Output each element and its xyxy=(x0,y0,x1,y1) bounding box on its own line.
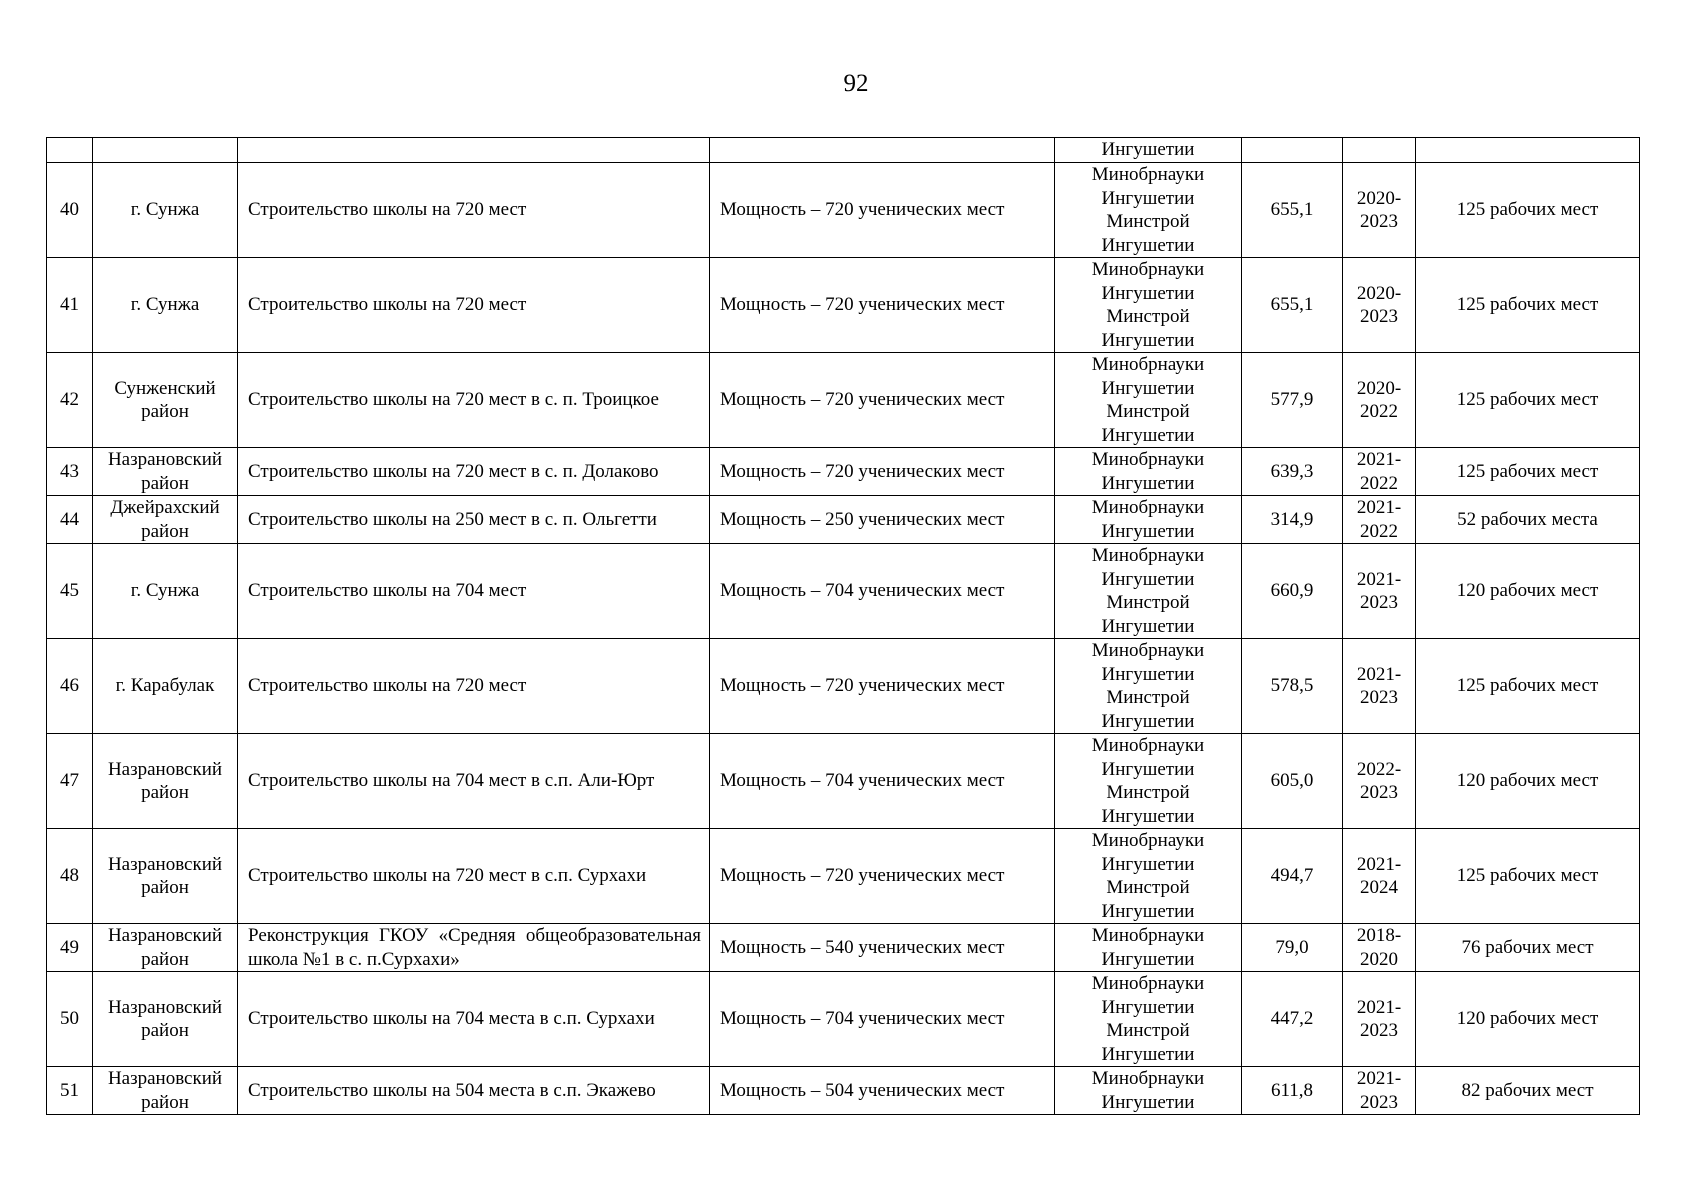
executor-line: Ингушетии xyxy=(1101,710,1195,732)
executor-line: Ингушетии xyxy=(1101,615,1195,637)
executor-line: Ингушетии xyxy=(1101,520,1195,542)
executor-line: Минобрнауки xyxy=(1091,830,1205,851)
location-line: Назрановский xyxy=(107,1068,223,1089)
location-line: район xyxy=(141,472,189,494)
executor-line: Минстрой xyxy=(1106,877,1190,898)
executor-line: Ингушетии xyxy=(1101,377,1195,399)
executor-cell xyxy=(1055,544,1242,639)
jobs-effect: 120 рабочих мест xyxy=(1416,972,1640,1067)
executor-line: Минстрой xyxy=(1106,1020,1190,1041)
period-line: 2023 xyxy=(1360,592,1398,613)
period-cell xyxy=(1343,258,1416,353)
period-cell xyxy=(1343,972,1416,1067)
table-row xyxy=(47,544,1640,639)
executor-line: Ингушетии xyxy=(1101,234,1195,256)
row-number: 41 xyxy=(47,258,93,353)
executor-line: Ингушетии xyxy=(1101,568,1195,590)
location-cell xyxy=(93,544,238,639)
location-line: Джейрахский xyxy=(110,497,220,518)
period-line: 2021- xyxy=(1356,568,1402,590)
project-name: Строительство школы на 704 места в с.п. Сурхахи xyxy=(238,972,710,1067)
executor-line: Минстрой xyxy=(1106,592,1190,613)
period-line: 2020- xyxy=(1356,377,1402,399)
jobs-effect: 76 рабочих мест xyxy=(1416,924,1640,972)
executor-line: Минстрой xyxy=(1106,687,1190,708)
capacity-cell: Мощность – 704 ученических мест xyxy=(710,734,1055,829)
executor-line: Минобрнауки xyxy=(1091,973,1205,994)
projects-table xyxy=(46,137,1640,1115)
location-line: Сунженский xyxy=(114,377,216,399)
period-line: 2021- xyxy=(1356,996,1402,1018)
funding-value: 447,2 xyxy=(1242,972,1343,1067)
executor-line: Ингушетии xyxy=(1101,282,1195,304)
executor-line: Ингушетии xyxy=(1101,853,1195,875)
location-line: район xyxy=(141,401,189,422)
executor-cell xyxy=(1055,1067,1242,1115)
location-line: Назрановский xyxy=(107,996,223,1018)
executor-line: Ингушетии xyxy=(1101,139,1195,161)
location-line: Назрановский xyxy=(107,449,223,470)
location-line: Назрановский xyxy=(107,758,223,780)
table-row xyxy=(47,972,1640,1067)
row-number: 48 xyxy=(47,829,93,924)
period-line: 2018- xyxy=(1356,925,1402,946)
location-cell xyxy=(93,1067,238,1115)
row-number: 50 xyxy=(47,972,93,1067)
period-line: 2020 xyxy=(1360,948,1398,970)
period-line: 2021- xyxy=(1356,497,1402,518)
location-line: район xyxy=(141,520,189,542)
empty-cell xyxy=(47,138,93,163)
empty-cell xyxy=(238,138,710,163)
executor-line: Ингушетии xyxy=(1101,996,1195,1018)
period-cell xyxy=(1343,163,1416,258)
location-line: район xyxy=(141,877,189,898)
executor-line: Ингушетии xyxy=(1101,805,1195,827)
project-name: Строительство школы на 704 мест xyxy=(238,544,710,639)
location-line: г. Сунжа xyxy=(130,580,200,602)
period-cell xyxy=(1343,1067,1416,1115)
row-number: 49 xyxy=(47,924,93,972)
executor-line: Ингушетии xyxy=(1101,663,1195,685)
location-cell xyxy=(93,258,238,353)
executor-line: Ингушетии xyxy=(1101,472,1195,494)
table-row xyxy=(47,496,1640,544)
row-number: 45 xyxy=(47,544,93,639)
funding-value: 639,3 xyxy=(1242,448,1343,496)
period-cell xyxy=(1343,448,1416,496)
project-name: Строительство школы на 720 мест xyxy=(238,163,710,258)
empty-cell xyxy=(93,138,238,163)
location-cell xyxy=(93,353,238,448)
project-name: Строительство школы на 720 мест в с. п. Троицкое xyxy=(238,353,710,448)
capacity-cell: Мощность – 720 ученических мест xyxy=(710,448,1055,496)
table-row xyxy=(47,829,1640,924)
executor-line: Минстрой xyxy=(1106,782,1190,803)
jobs-effect: 120 рабочих мест xyxy=(1416,734,1640,829)
period-cell xyxy=(1343,544,1416,639)
executor-line: Минобрнауки xyxy=(1091,925,1205,946)
row-number: 40 xyxy=(47,163,93,258)
period-line: 2022 xyxy=(1360,401,1398,422)
table-row xyxy=(47,924,1640,972)
executor-cell xyxy=(1055,829,1242,924)
period-cell xyxy=(1343,829,1416,924)
period-cell xyxy=(1343,734,1416,829)
funding-value: 655,1 xyxy=(1242,163,1343,258)
funding-value: 605,0 xyxy=(1242,734,1343,829)
executor-cell xyxy=(1055,258,1242,353)
row-number: 46 xyxy=(47,639,93,734)
period-line: 2021- xyxy=(1356,1068,1402,1089)
period-cell xyxy=(1343,496,1416,544)
period-line: 2021- xyxy=(1356,449,1402,470)
executor-cell xyxy=(1055,353,1242,448)
location-line: район xyxy=(141,1020,189,1041)
executor-cell xyxy=(1055,138,1242,163)
executor-cell xyxy=(1055,924,1242,972)
executor-cell xyxy=(1055,734,1242,829)
executor-line: Минстрой xyxy=(1106,211,1190,232)
executor-line: Ингушетии xyxy=(1101,900,1195,922)
executor-cell xyxy=(1055,496,1242,544)
executor-line: Ингушетии xyxy=(1101,1043,1195,1065)
location-cell xyxy=(93,448,238,496)
period-line: 2024 xyxy=(1360,877,1398,898)
location-cell xyxy=(93,639,238,734)
location-cell xyxy=(93,734,238,829)
funding-value: 314,9 xyxy=(1242,496,1343,544)
period-line: 2023 xyxy=(1360,211,1398,232)
table-row xyxy=(47,448,1640,496)
period-cell xyxy=(1343,639,1416,734)
period-cell xyxy=(1343,924,1416,972)
location-line: Назрановский xyxy=(107,925,223,946)
jobs-effect: 120 рабочих мест xyxy=(1416,544,1640,639)
location-cell xyxy=(93,972,238,1067)
executor-line: Минстрой xyxy=(1106,401,1190,422)
executor-line: Ингушетии xyxy=(1101,758,1195,780)
page-number: 92 xyxy=(843,70,869,97)
period-line: 2023 xyxy=(1360,1091,1398,1113)
location-cell xyxy=(93,163,238,258)
table-row xyxy=(47,734,1640,829)
period-line: 2020- xyxy=(1356,282,1402,304)
location-line: район xyxy=(141,782,189,803)
capacity-cell: Мощность – 704 ученических мест xyxy=(710,544,1055,639)
jobs-effect: 82 рабочих мест xyxy=(1416,1067,1640,1115)
row-number: 42 xyxy=(47,353,93,448)
period-line: 2023 xyxy=(1360,687,1398,708)
executor-line: Минобрнауки xyxy=(1091,164,1205,185)
jobs-effect: 125 рабочих мест xyxy=(1416,448,1640,496)
jobs-effect: 125 рабочих мест xyxy=(1416,258,1640,353)
capacity-cell: Мощность – 504 ученических мест xyxy=(710,1067,1055,1115)
table-row xyxy=(47,258,1640,353)
executor-line: Ингушетии xyxy=(1101,1091,1195,1113)
location-line: г. Карабулак xyxy=(115,675,215,697)
jobs-effect: 125 рабочих мест xyxy=(1416,829,1640,924)
executor-line: Минобрнауки xyxy=(1091,259,1205,280)
capacity-cell: Мощность – 250 ученических мест xyxy=(710,496,1055,544)
row-number: 47 xyxy=(47,734,93,829)
location-cell xyxy=(93,496,238,544)
project-name: Строительство школы на 704 мест в с.п. Али-Юрт xyxy=(238,734,710,829)
executor-cell xyxy=(1055,639,1242,734)
executor-cell xyxy=(1055,163,1242,258)
table-row xyxy=(47,353,1640,448)
funding-value: 611,8 xyxy=(1242,1067,1343,1115)
row-number: 51 xyxy=(47,1067,93,1115)
executor-line: Минобрнауки xyxy=(1091,354,1205,375)
period-line: 2023 xyxy=(1360,782,1398,803)
jobs-effect: 125 рабочих мест xyxy=(1416,163,1640,258)
executor-line: Минобрнауки xyxy=(1091,1068,1205,1089)
empty-cell xyxy=(710,138,1055,163)
executor-line: Минобрнауки xyxy=(1091,545,1205,566)
project-name: Строительство школы на 720 мест xyxy=(238,258,710,353)
funding-value: 655,1 xyxy=(1242,258,1343,353)
period-line: 2020- xyxy=(1356,187,1402,209)
funding-value: 577,9 xyxy=(1242,353,1343,448)
executor-line: Ингушетии xyxy=(1101,329,1195,351)
empty-cell xyxy=(1242,138,1343,163)
capacity-cell: Мощность – 720 ученических мест xyxy=(710,639,1055,734)
continuation-row xyxy=(47,138,1640,163)
location-cell xyxy=(93,829,238,924)
jobs-effect: 125 рабочих мест xyxy=(1416,639,1640,734)
project-name: Строительство школы на 250 мест в с. п. Ольгетти xyxy=(238,496,710,544)
funding-value: 578,5 xyxy=(1242,639,1343,734)
table-row xyxy=(47,639,1640,734)
capacity-cell: Мощность – 704 ученических мест xyxy=(710,972,1055,1067)
table-row xyxy=(47,163,1640,258)
period-line: 2023 xyxy=(1360,306,1398,327)
funding-value: 660,9 xyxy=(1242,544,1343,639)
period-line: 2023 xyxy=(1360,1020,1398,1041)
capacity-cell: Мощность – 540 ученических мест xyxy=(710,924,1055,972)
executor-cell xyxy=(1055,448,1242,496)
jobs-effect: 125 рабочих мест xyxy=(1416,353,1640,448)
empty-cell xyxy=(1416,138,1640,163)
executor-line: Минобрнауки xyxy=(1091,497,1205,518)
row-number: 44 xyxy=(47,496,93,544)
capacity-cell: Мощность – 720 ученических мест xyxy=(710,163,1055,258)
location-line: район xyxy=(141,948,189,970)
executor-line: Ингушетии xyxy=(1101,424,1195,446)
period-line: 2022 xyxy=(1360,472,1398,494)
executor-line: Минобрнауки xyxy=(1091,640,1205,661)
jobs-effect: 52 рабочих места xyxy=(1416,496,1640,544)
period-line: 2022- xyxy=(1356,758,1402,780)
empty-cell xyxy=(1343,138,1416,163)
project-name: Строительство школы на 720 мест в с.п. Сурхахи xyxy=(238,829,710,924)
executor-line: Минобрнауки xyxy=(1091,735,1205,756)
period-line: 2021- xyxy=(1356,663,1402,685)
funding-value: 79,0 xyxy=(1242,924,1343,972)
project-name: Строительство школы на 720 мест в с. п. Долаково xyxy=(238,448,710,496)
capacity-cell: Мощность – 720 ученических мест xyxy=(710,258,1055,353)
executor-line: Минобрнауки xyxy=(1091,449,1205,470)
executor-cell xyxy=(1055,972,1242,1067)
period-line: 2022 xyxy=(1360,520,1398,542)
location-line: г. Сунжа xyxy=(130,199,200,221)
executor-line: Минстрой xyxy=(1106,306,1190,327)
location-line: Назрановский xyxy=(107,853,223,875)
capacity-cell: Мощность – 720 ученических мест xyxy=(710,829,1055,924)
project-name: Реконструкция ГКОУ «Средняя общеобразовательная школа №1 в с. п.Сурхахи» xyxy=(238,924,710,972)
executor-line: Ингушетии xyxy=(1101,187,1195,209)
table-row xyxy=(47,1067,1640,1115)
executor-line: Ингушетии xyxy=(1101,948,1195,970)
location-line: район xyxy=(141,1091,189,1113)
funding-value: 494,7 xyxy=(1242,829,1343,924)
project-name: Строительство школы на 504 места в с.п. Экажево xyxy=(238,1067,710,1115)
location-cell xyxy=(93,924,238,972)
table-body xyxy=(47,138,1640,1115)
row-number: 43 xyxy=(47,448,93,496)
capacity-cell: Мощность – 720 ученических мест xyxy=(710,353,1055,448)
period-cell xyxy=(1343,353,1416,448)
period-line: 2021- xyxy=(1356,853,1402,875)
location-line: г. Сунжа xyxy=(130,294,200,316)
project-name: Строительство школы на 720 мест xyxy=(238,639,710,734)
